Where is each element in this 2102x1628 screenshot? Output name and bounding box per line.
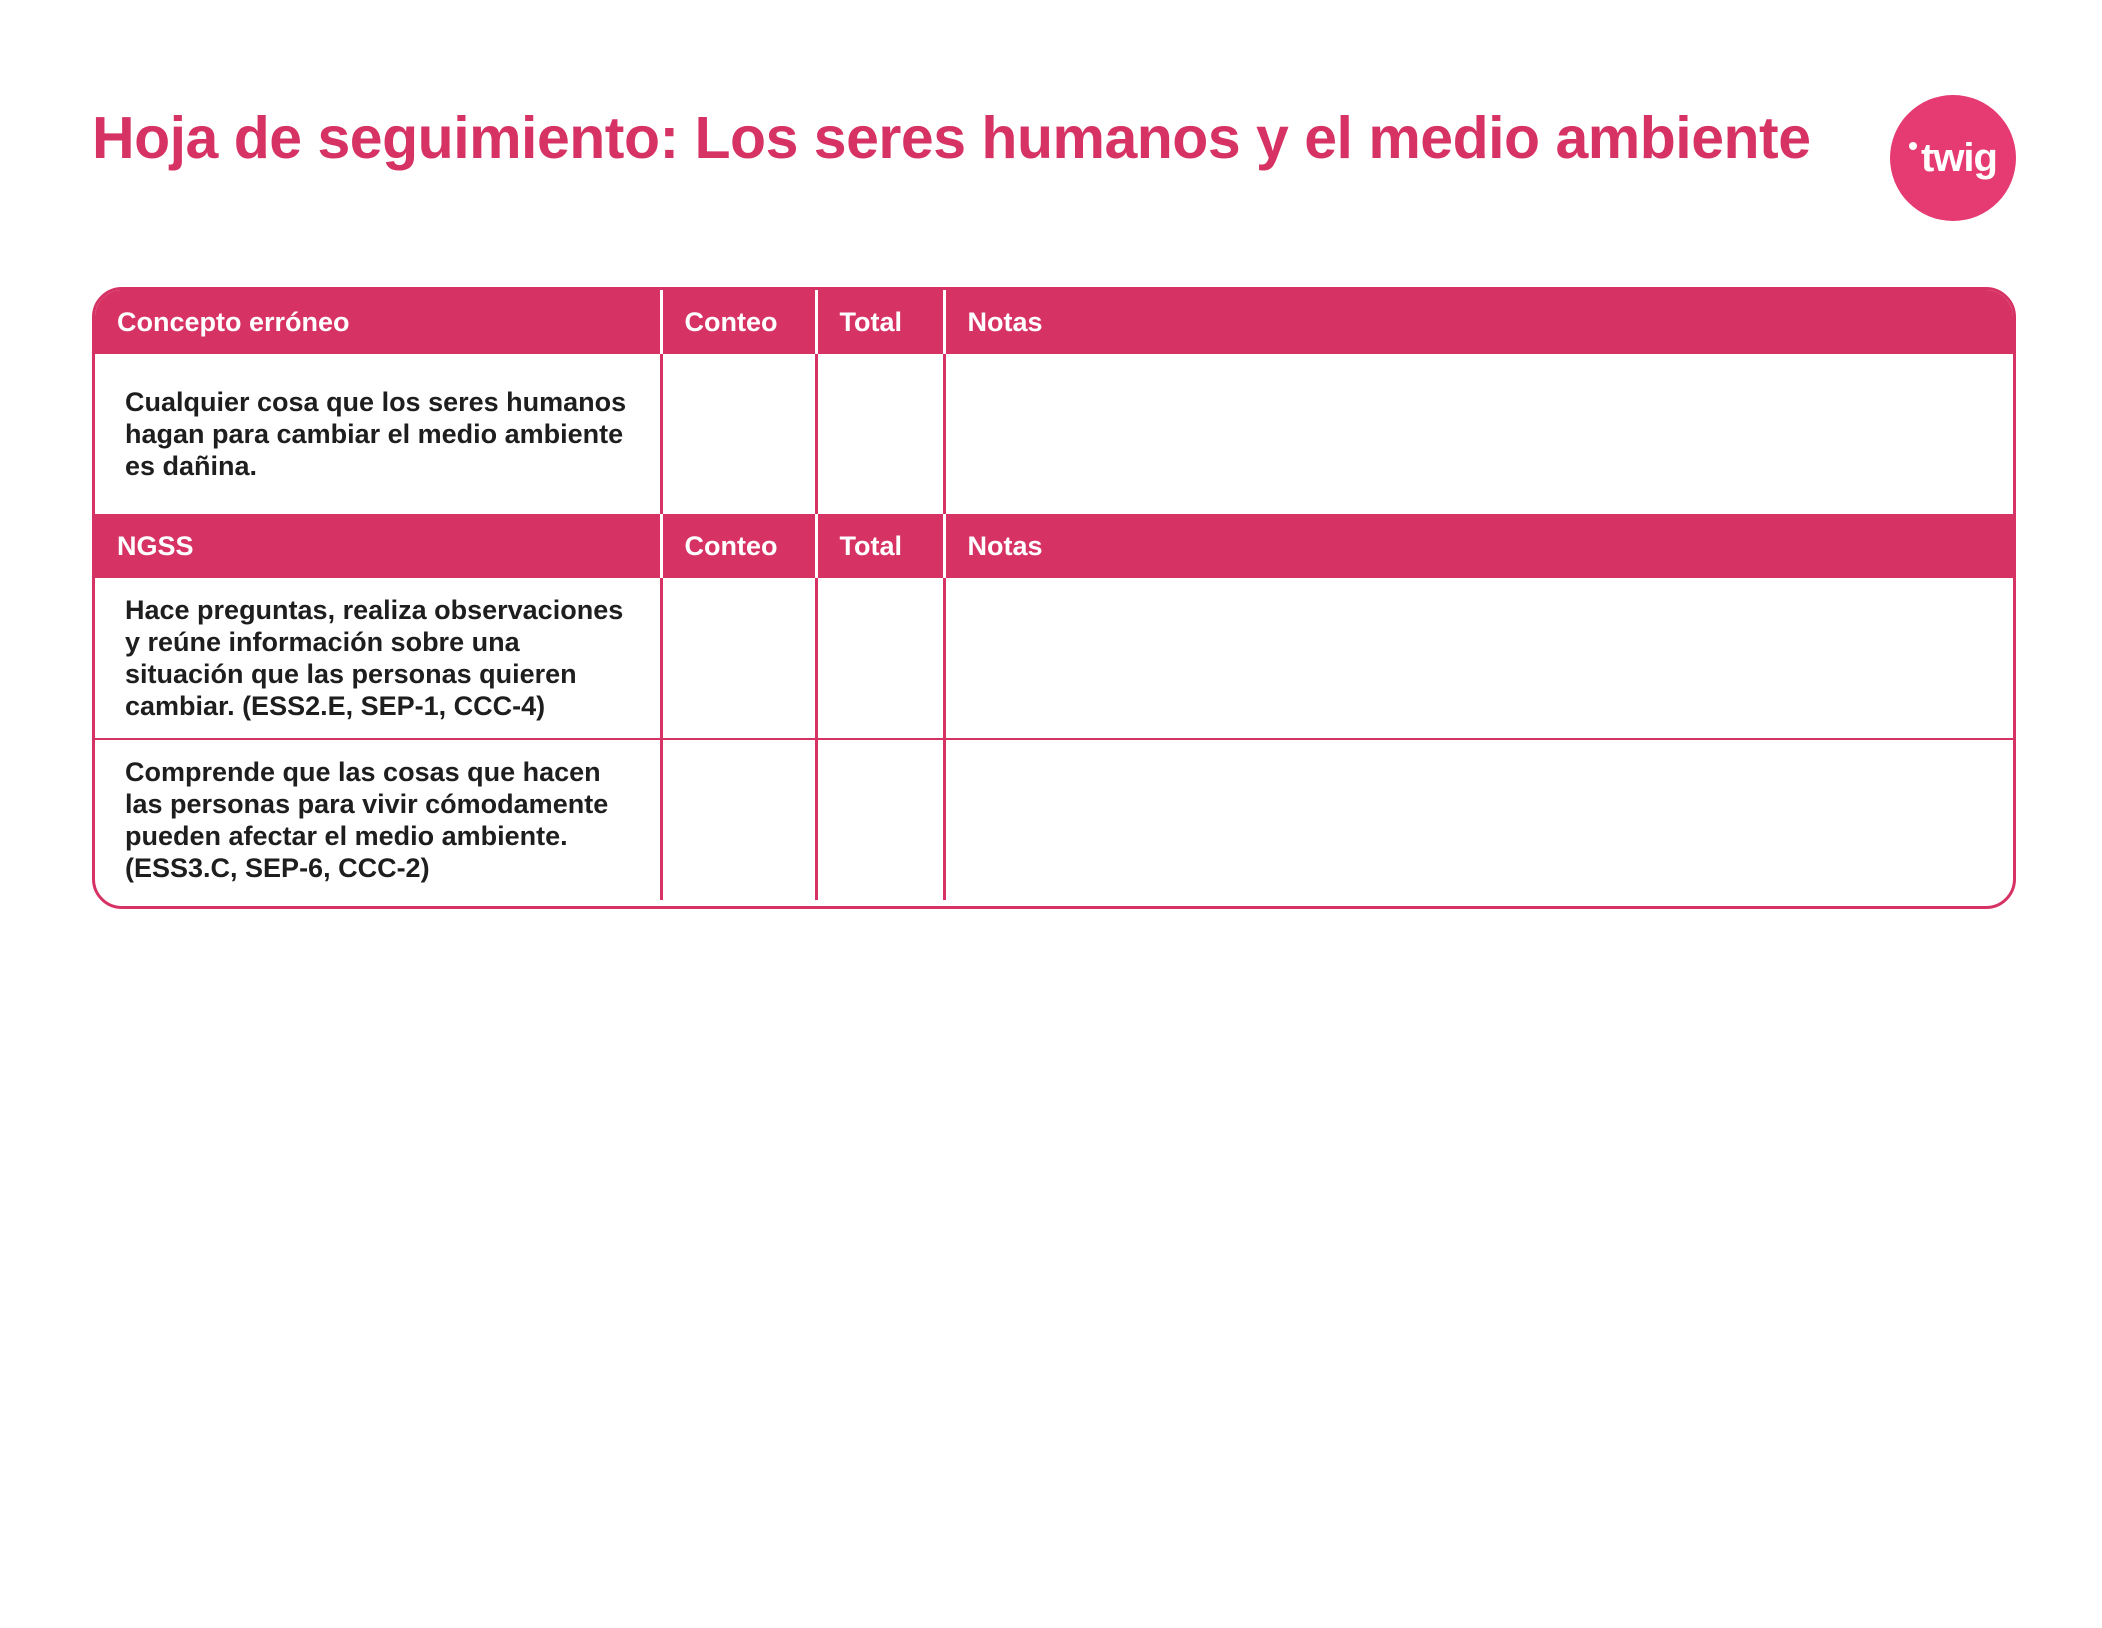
conteo-cell[interactable] bbox=[661, 354, 816, 514]
logo-text: twig bbox=[1921, 135, 1997, 180]
header-total: Total bbox=[816, 290, 944, 354]
conteo-cell[interactable] bbox=[661, 739, 816, 900]
header-misconception: Concepto erróneo bbox=[95, 290, 661, 354]
header-total: Total bbox=[816, 514, 944, 578]
header-notas: Notas bbox=[944, 290, 2013, 354]
header-conteo: Conteo bbox=[661, 514, 816, 578]
section-header-row-ngss bbox=[95, 514, 2013, 578]
notas-cell[interactable] bbox=[944, 578, 2013, 739]
total-cell[interactable] bbox=[816, 739, 944, 900]
notas-cell[interactable] bbox=[944, 739, 2013, 900]
table-row bbox=[95, 739, 2013, 900]
twig-logo bbox=[1890, 95, 2016, 221]
page-title: Hoja de seguimiento: Los seres humanos y el medio ambiente bbox=[92, 105, 1811, 171]
conteo-cell[interactable] bbox=[661, 578, 816, 739]
row-description: Hace preguntas, realiza observaciones y reúne información sobre una situación que las personas quieren cambiar. (ESS2.E, SEP-1, CCC-4) bbox=[125, 595, 624, 721]
notas-cell[interactable] bbox=[944, 354, 2013, 514]
table-row bbox=[95, 578, 2013, 739]
total-cell[interactable] bbox=[816, 578, 944, 739]
tracking-table-container bbox=[92, 287, 2016, 909]
section-header-row-misconception bbox=[95, 290, 2013, 354]
total-cell[interactable] bbox=[816, 354, 944, 514]
table-row bbox=[95, 354, 2013, 514]
row-description: Comprende que las cosas que hacen las personas para vivir cómodamente pueden afectar el medio ambiente. (ESS3.C, SEP-6, CCC-2) bbox=[95, 739, 661, 900]
logo-dot-icon bbox=[1909, 142, 1917, 150]
row-description: Cualquier cosa que los seres humanos hagan para cambiar el medio ambiente es dañina. bbox=[125, 387, 627, 481]
tracking-table bbox=[95, 290, 2013, 900]
header-notas: Notas bbox=[944, 514, 2013, 578]
header-ngss: NGSS bbox=[95, 514, 661, 578]
header-conteo: Conteo bbox=[661, 290, 816, 354]
